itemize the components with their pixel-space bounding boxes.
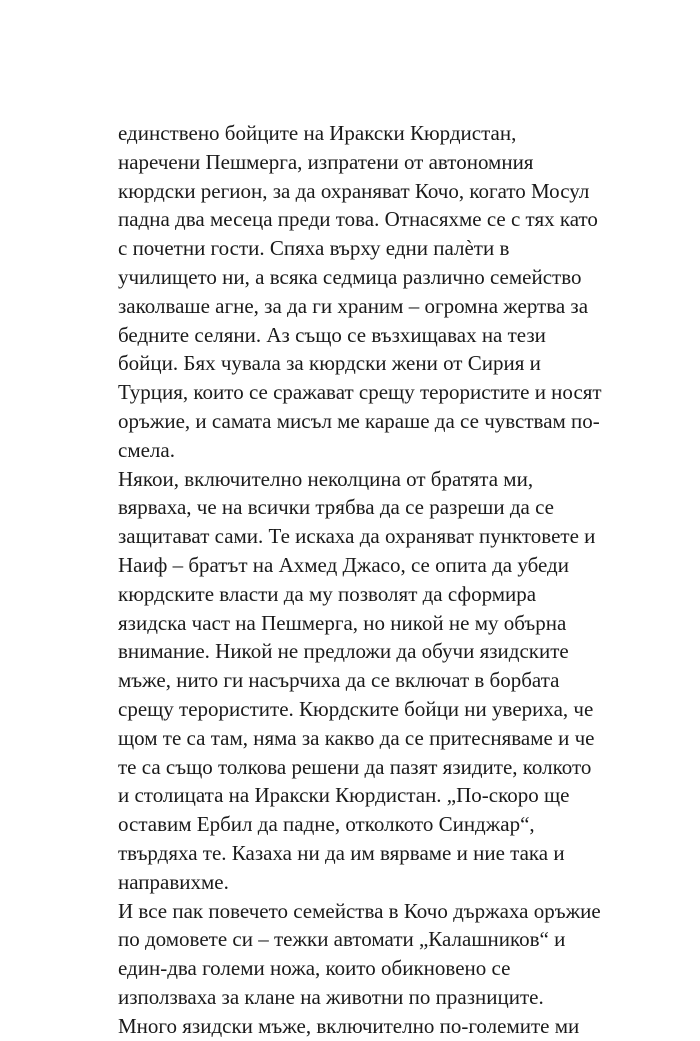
- text-line: кюрдски регион, за да охраняват Кочо, когато Мосул: [118, 178, 590, 203]
- text-line: бойци. Бях чувала за кюрдски жени от Сирия и: [118, 351, 541, 376]
- text-line: Наиф – братът на Ахмед Джасо, се опита да убеди: [118, 552, 569, 577]
- text-line: единствено бойците на Иракски Кюрдистан,: [118, 121, 517, 145]
- text-line: по домовете си – тежки автомати „Калашников“ и: [118, 927, 566, 952]
- text-line: те са също толкова решени да пазят язидите, колкото: [118, 754, 592, 779]
- text-line: Много язидски мъже, включително по-големите ми: [118, 1013, 580, 1038]
- text-line: язидска част на Пешмерга, но никой не му обърна: [118, 610, 567, 635]
- text-line: Турция, които се сражават срещу терористите и носят: [118, 380, 602, 405]
- text-line: оставим Ербил да падне, отколкото Синджар“,: [118, 812, 535, 837]
- text-line: кюрдските власти да му позволят да сформира: [118, 581, 537, 606]
- text-line: бедните селяни. Аз също се възхищавах на тези: [118, 322, 546, 347]
- text-line: падна два месеца преди това. Отнасяхме се с тях като: [118, 207, 598, 232]
- text-line: заколваше агне, за да ги храним – огромна жертва за: [118, 293, 589, 318]
- text-line: с почетни гости. Спяха върху едни палѐти в: [118, 236, 510, 261]
- body-text: [118, 119, 618, 1041]
- text-line: и столицата на Иракски Кюрдистан. „По-скоро ще: [118, 783, 570, 808]
- text-line: щом те са там, няма за какво да се притесняваме и че: [118, 725, 595, 750]
- text-line: И все пак повечето семейства в Кочо държаха оръжие: [118, 898, 601, 923]
- text-line: защитават сами. Те искаха да охраняват пунктовете и: [118, 524, 596, 549]
- text-line: оръжие, и самата мисъл ме караше да се чувствам по-: [118, 408, 600, 433]
- text-line: смела.: [118, 437, 175, 462]
- text-line: един-два големи ножа, които обикновено се: [118, 956, 511, 981]
- text-line: използваха за клане на животни по празниците.: [118, 984, 544, 1009]
- text-line: направихме.: [118, 869, 229, 894]
- text-line: твърдяха те. Казаха ни да им вярваме и ние така и: [118, 840, 565, 865]
- text-line: срещу терористите. Кюрдските бойци ни увериха, че: [118, 696, 594, 721]
- text-line: училището ни, а всяка седмица различно семейство: [118, 264, 582, 289]
- text-line: наречени Пешмерга, изпратени от автономния: [118, 149, 534, 174]
- text-line: вярваха, че на всички трябва да се разреши да се: [118, 495, 554, 520]
- text-line: внимание. Никой не предложи да обучи язидските: [118, 639, 569, 664]
- text-line: мъже, нито ги насърчиха да се включат в борбата: [118, 668, 560, 693]
- text-line: Някои, включително неколцина от братята ми,: [118, 466, 534, 491]
